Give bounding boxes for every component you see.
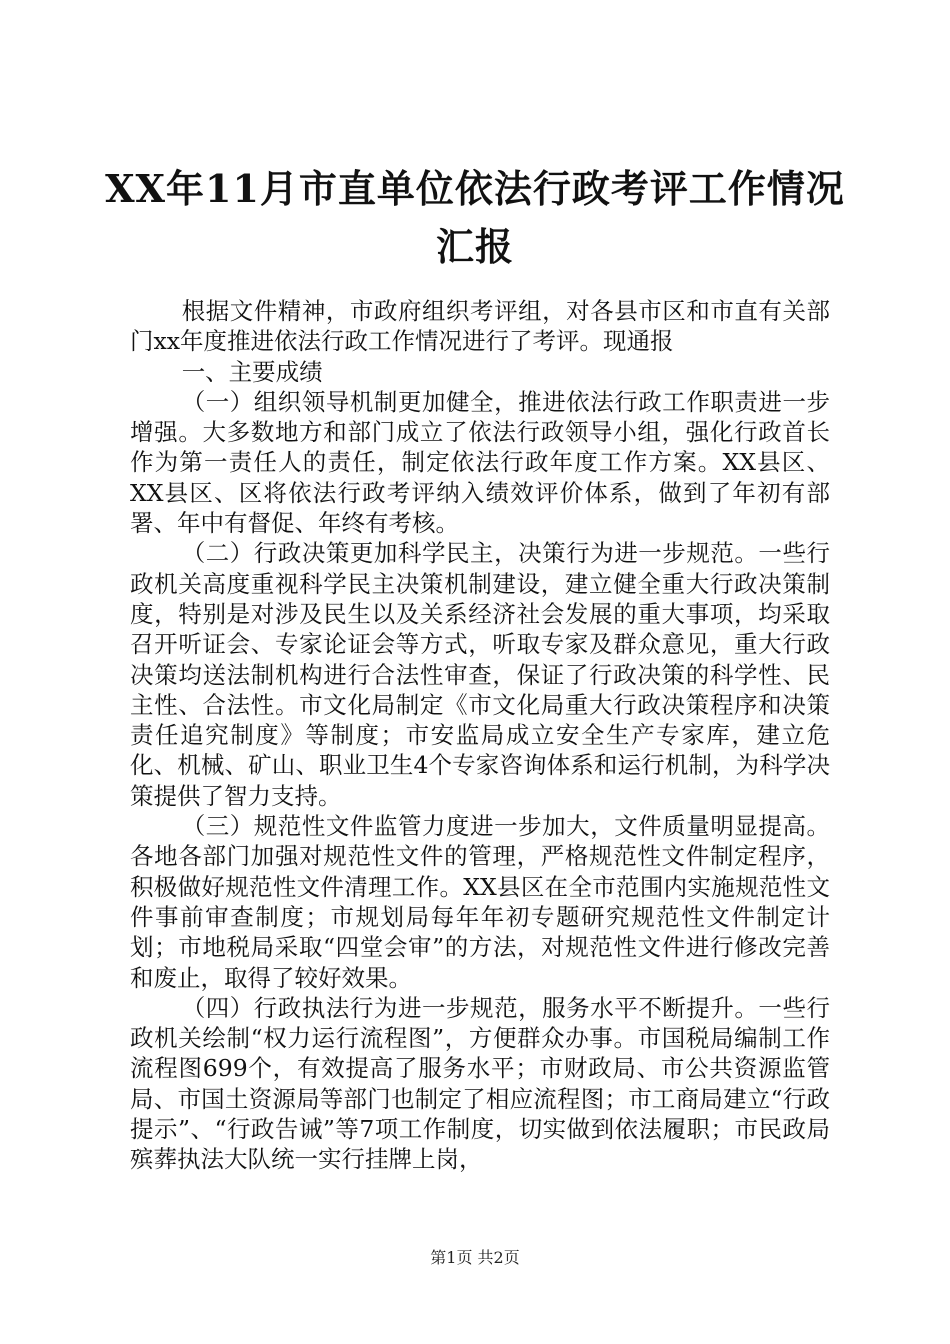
paragraph-1: （一）组织领导机制更加健全，推进依法行政工作职责进一步增强。大多数地方和部门成立了依法行政领导小组，强化行政首长作为第一责任人的责任，制定依法行政年度工作方案。XX县区、XX县区、区将依法行政考评纳入绩效评价体系，做到了年初有部署、年中有督促、年终有考核。 — [130, 387, 830, 538]
paragraph-2: （二）行政决策更加科学民主，决策行为进一步规范。一些行政机关高度重视科学民主决策机制建设，建立健全重大行政决策制度，特别是对涉及民生以及关系经济社会发展的重大事项，均采取召开听证会、专家论证会等方式，听取专家及群众意见，重大行政决策均送法制机构进行合法性审查，保证了行政决策的科学性、民主性、合法性。市文化局制定《市文化局重大行政决策程序和决策责任追究制度》等制度；市安监局成立安全生产专家库，建立危化、机械、矿山、职业卫生4个专家咨询体系和运行机制，为科学决策提供了智力支持。 — [130, 539, 830, 810]
paragraph-3: （三）规范性文件监管力度进一步加大，文件质量明显提高。各地各部门加强对规范性文件的管理，严格规范性文件制定程序，积极做好规范性文件清理工作。XX县区在全市范围内实施规范性文件事前审查制度；市规划局每年年初专题研究规范性文件制定计划；市地税局采取“四堂会审”的方法，对规范性文件进行修改完善和废止，取得了较好效果。 — [130, 812, 830, 992]
paragraph-4: （四）行政执法行为进一步规范，服务水平不断提升。一些行政机关绘制“权力运行流程图”，方便群众办事。市国税局编制工作流程图699个，有效提高了服务水平；市财政局、市公共资源监管局、市国土资源局等部门也制定了相应流程图；市工商局建立“行政提示”、“行政告诫”等7项工作制度，切实做到依法履职；市民政局殡葬执法大队统一实行挂牌上岗， — [130, 993, 830, 1174]
section-heading: 一、主要成绩 — [181, 357, 323, 386]
document-title: XX年11月市直单位依法行政考评工作情况汇报 — [105, 166, 845, 269]
document-body — [130, 296, 830, 1175]
page-footer: 第1页 共2页 — [430, 1248, 520, 1267]
intro-paragraph: 根据文件精神，市政府组织考评组，对各县市区和市直有关部门xx年度推进依法行政工作情况进行了考评。现通报 — [130, 297, 830, 356]
